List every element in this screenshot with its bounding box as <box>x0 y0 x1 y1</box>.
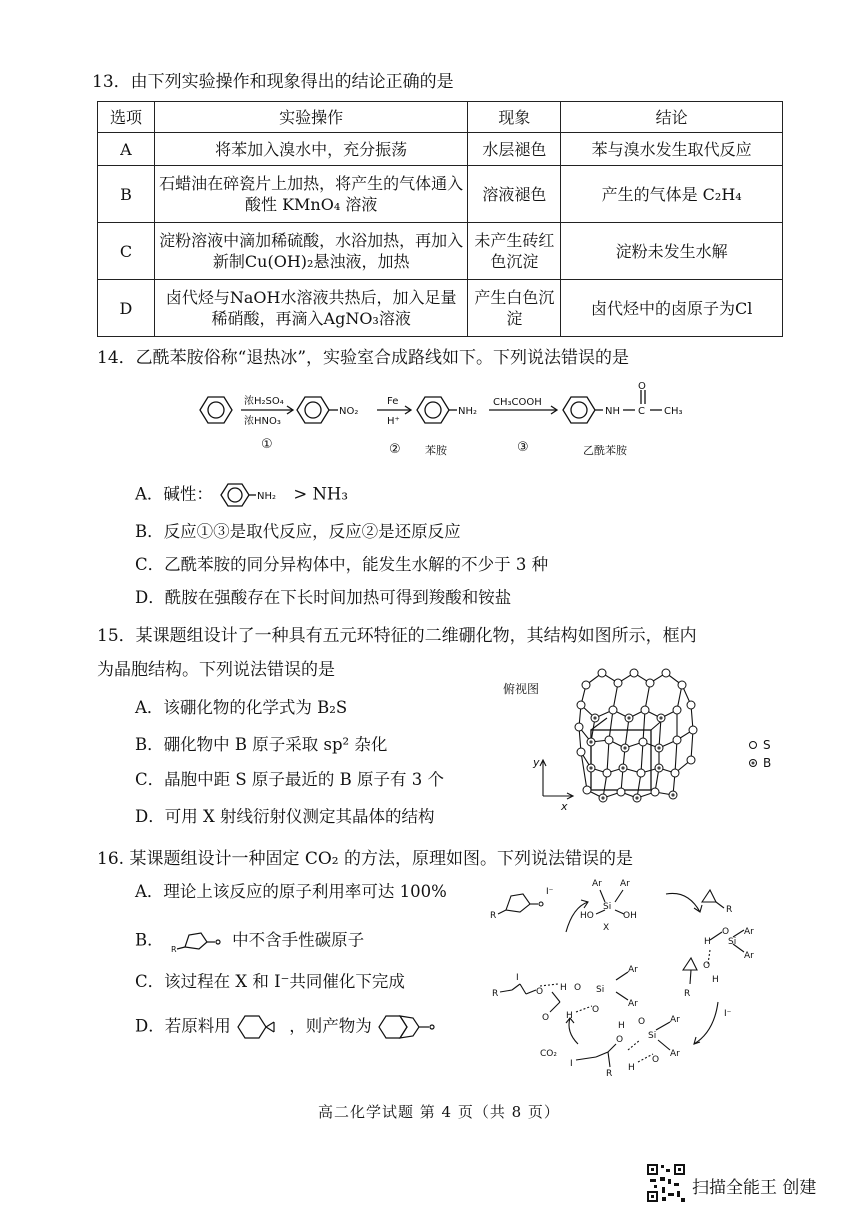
ar-right-2: Ar <box>744 951 754 961</box>
scanner-watermark-text: 扫描全能王 创建 <box>692 1178 817 1198</box>
q14-option-d: D．酰胺在强酸存在下长时间加热可得到羧酸和铵盐 <box>135 588 512 607</box>
o-left-2: O <box>574 983 582 993</box>
q14-option-a <box>135 482 348 508</box>
o-bottom-1: O <box>616 1035 624 1045</box>
r-top-left: R <box>490 911 497 921</box>
iodide-right: I⁻ <box>724 1009 732 1019</box>
ho-top: HO <box>580 911 594 921</box>
ar-right-1: Ar <box>744 927 754 937</box>
q16-option-b <box>135 929 364 953</box>
legend-s-label: S <box>763 738 771 752</box>
reagent-ch3cooh: CH₃COOH <box>493 397 542 408</box>
q16-option-c: C．该过程在 X 和 I⁻共同催化下完成 <box>135 972 405 991</box>
aniline-label: 苯胺 <box>425 444 447 457</box>
cyclohexene-oxide-icon <box>236 1013 284 1041</box>
reagent-h-plus: H⁺ <box>387 416 400 427</box>
q14-option-b: B．反应①③是取代反应，反应②是还原反应 <box>135 522 461 541</box>
header-option: 选项 <box>98 102 155 133</box>
row-conclusion: 产生的气体是 C₂H₄ <box>561 166 783 223</box>
header-phenomenon: 现象 <box>468 102 561 133</box>
h-left-2: H <box>566 1011 573 1021</box>
si-right: Si <box>728 937 737 947</box>
row-key: B <box>98 166 155 223</box>
o-bottom-3: O <box>652 1055 660 1065</box>
catalyst-x: X <box>603 923 610 933</box>
h-left-1: H <box>560 983 567 993</box>
table-row <box>98 133 783 166</box>
amide-c: C <box>638 406 645 417</box>
o-left-3: O <box>542 1013 550 1023</box>
q16-option-a: A．理论上该反应的原子利用率可达 100% <box>135 882 447 901</box>
step-2: ② <box>389 442 401 457</box>
ar-bottom-2: Ar <box>670 1049 680 1059</box>
i-bottom: I <box>570 1059 573 1069</box>
ar-left-1: Ar <box>628 965 638 975</box>
aniline-structure-icon <box>218 482 288 508</box>
q15-stem-line1: 15．某课题组设计了一种具有五元环特征的二维硼化物，其结构如图所示，框内 <box>97 626 697 646</box>
legend-s-marker <box>750 742 757 749</box>
h-bottom-1: H <box>618 1021 625 1031</box>
nh2-group: NH₂ <box>458 406 478 417</box>
a-nh2-label: NH₂ <box>257 491 277 502</box>
o-right-1: O <box>722 927 730 937</box>
axis-y-label: y <box>533 756 540 769</box>
table-header-row <box>98 102 783 133</box>
q14-option-c: C．乙酰苯胺的同分异构体中，能发生水解的不少于 3 种 <box>135 555 549 574</box>
q15-option-d: D．可用 X 射线衍射仪测定其晶体的结构 <box>135 807 435 826</box>
reagent-h2so4: 浓H₂SO₄ <box>244 396 284 407</box>
top-view-label: 俯视图 <box>503 682 540 696</box>
ar-top-2: Ar <box>620 879 630 889</box>
table-row <box>98 280 783 337</box>
q16-stem: 16. 某课题组设计一种固定 CO₂ 的方法，原理如图。下列说法错误的是 <box>97 849 634 869</box>
ar-left-2: Ar <box>628 999 638 1009</box>
reagent-fe: Fe <box>387 396 399 407</box>
q14-stem: 14．乙酰苯胺俗称“退热冰”，实验室合成路线如下。下列说法错误的是 <box>97 348 630 368</box>
r-right: R <box>684 989 691 999</box>
row-operation: 卤代烃与NaOH水溶液共热后，加入足量稀硝酸，再滴入AgNO₃溶液 <box>154 280 468 337</box>
acetanilide-label: 乙酰苯胺 <box>583 444 627 457</box>
table-row <box>98 223 783 280</box>
header-conclusion: 结论 <box>561 102 783 133</box>
q16-b-suffix: 中不含手性碳原子 <box>232 930 365 950</box>
amide-nh: NH <box>605 406 620 417</box>
h-right-1: H <box>704 937 711 947</box>
q15-option-b: B．硼化物中 B 原子采取 sp² 杂化 <box>135 735 388 754</box>
i-left: I <box>516 973 519 983</box>
o-bottom-2: O <box>638 1017 646 1027</box>
q16-option-d <box>135 1013 439 1041</box>
row-operation: 淀粉溶液中滴加稀硫酸，水浴加热，再加入新制Cu(OH)₂悬浊液，加热 <box>154 223 468 280</box>
row-conclusion: 苯与溴水发生取代反应 <box>561 133 783 166</box>
q16-d-prefix: D．若原料用 <box>135 1016 231 1036</box>
o-left-1: O <box>536 987 544 997</box>
si-top: Si <box>603 902 612 912</box>
amide-o: O <box>638 381 646 392</box>
row-key: C <box>98 223 155 280</box>
ar-top-1: Ar <box>592 879 602 889</box>
cyclic-carbonate-product-icon <box>377 1013 439 1041</box>
row-phenomenon: 未产生砖红色沉淀 <box>468 223 561 280</box>
table-row <box>98 166 783 223</box>
qr-code-icon <box>646 1163 686 1203</box>
co2-fixation-cycle-figure <box>478 872 788 1077</box>
b-r-label: R <box>170 945 177 953</box>
q14-a-prefix: A．碱性： <box>135 484 213 504</box>
row-key: A <box>98 133 155 166</box>
q13-table <box>97 101 783 337</box>
si-left: Si <box>596 985 605 995</box>
row-phenomenon: 产生白色沉淀 <box>468 280 561 337</box>
row-operation: 石蜡油在碎瓷片上加热，将产生的气体通入酸性 KMnO₄ 溶液 <box>154 166 468 223</box>
row-key: D <box>98 280 155 337</box>
co2-label: CO₂ <box>540 1049 557 1059</box>
iodide-top: I⁻ <box>546 887 554 897</box>
r-bottom: R <box>606 1069 613 1077</box>
r-left: R <box>492 989 499 999</box>
q14-a-suffix: > NH₃ <box>293 484 348 504</box>
ar-bottom-1: Ar <box>670 1015 680 1025</box>
q13-stem: 13．由下列实验操作和现象得出的结论正确的是 <box>92 72 454 92</box>
row-conclusion: 淀粉未发生水解 <box>561 223 783 280</box>
lattice-atoms <box>575 669 697 802</box>
r-top-right: R <box>726 905 733 915</box>
q16-b-prefix: B． <box>135 930 164 950</box>
row-phenomenon: 溶液褪色 <box>468 166 561 223</box>
step-1: ① <box>261 437 273 452</box>
carbonate-structure-icon <box>169 929 227 953</box>
o-left-4: O <box>592 1005 600 1015</box>
synthesis-scheme <box>195 380 715 460</box>
step-3: ③ <box>517 440 529 455</box>
row-phenomenon: 水层褪色 <box>468 133 561 166</box>
h-bottom-2: H <box>628 1063 635 1073</box>
q15-option-a: A．该硼化物的化学式为 B₂S <box>135 698 348 717</box>
legend-b-label: B <box>763 756 772 770</box>
boride-structure-figure <box>495 660 785 810</box>
oh-top: OH <box>623 911 637 921</box>
amide-ch3: CH₃ <box>664 406 683 417</box>
o-right-2: O <box>703 961 711 971</box>
h-right-2: H <box>712 975 719 985</box>
q15-option-c: C．晶胞中距 S 原子最近的 B 原子有 3 个 <box>135 770 445 789</box>
reagent-hno3: 浓HNO₃ <box>244 416 281 427</box>
q16-d-mid: ，则产物为 <box>289 1016 372 1036</box>
no2-group: NO₂ <box>339 406 359 417</box>
q15-stem-line2: 为晶胞结构。下列说法错误的是 <box>97 660 335 680</box>
axis-x-label: x <box>561 800 568 810</box>
row-operation: 将苯加入溴水中，充分振荡 <box>154 133 468 166</box>
header-operation: 实验操作 <box>154 102 468 133</box>
row-conclusion: 卤代烃中的卤原子为Cl <box>561 280 783 337</box>
page-footer: 高二化学试题 第 4 页（共 8 页） <box>318 1103 560 1121</box>
si-bottom: Si <box>648 1031 657 1041</box>
